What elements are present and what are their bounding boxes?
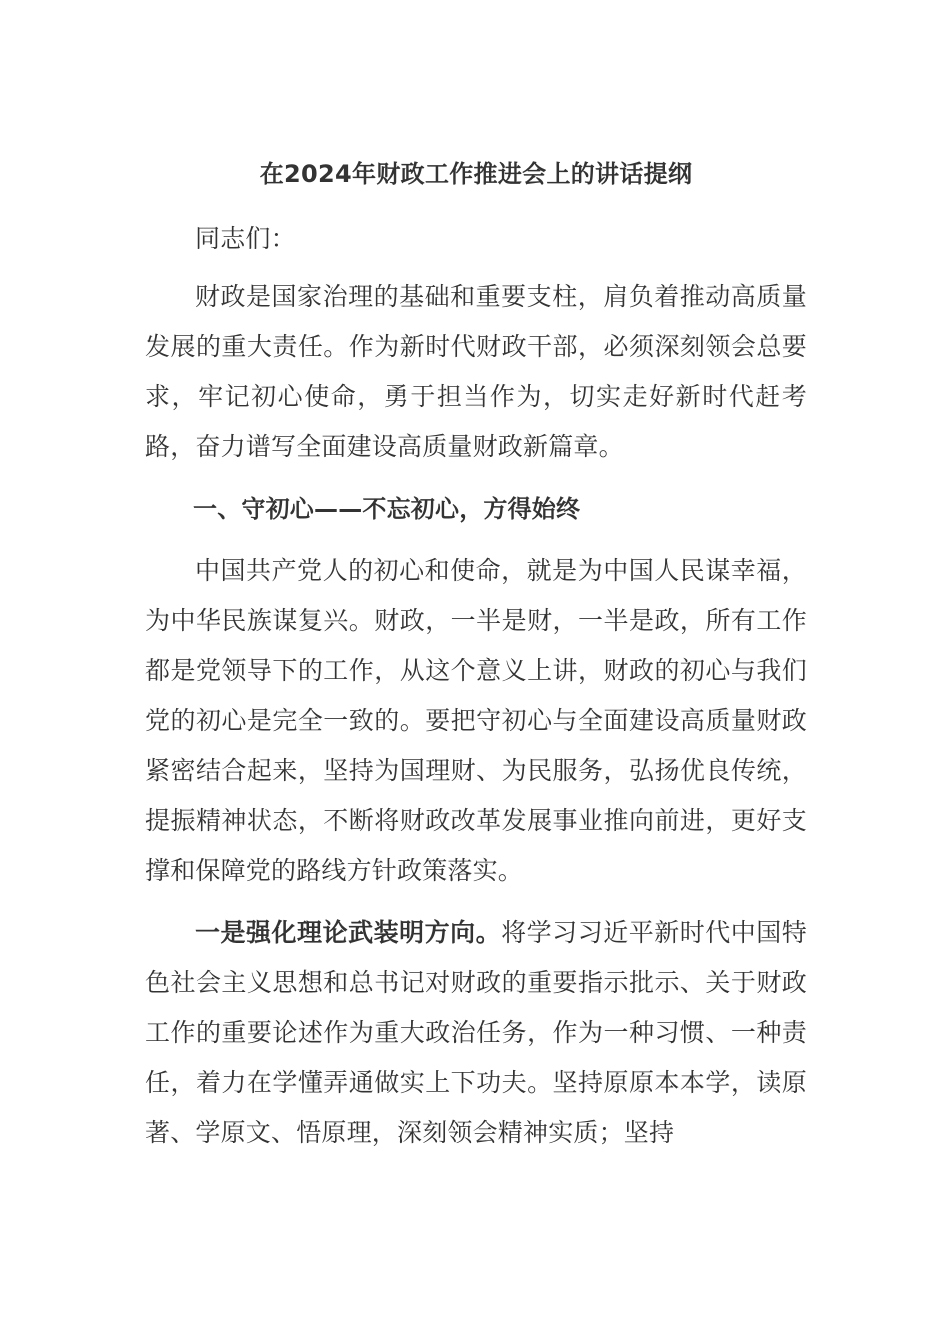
section-body-paragraph: 中国共产党人的初心和使命，就是为中国人民谋幸福，为中华民族谋复兴。财政，一半是财，一半是政，所有工作都是党领导下的工作，从这个意义上讲，财政的初心与我们党的初心是完全一致的。要把守初心与全面建设高质量财政紧密结合起来，坚持为国理财、为民服务，弘扬优良传统，提振精神状态，不断将财政改革发展事业推向前进，更好支撑和保障党的路线方针政策落实。 — [145, 556, 807, 885]
point-paragraph — [145, 908, 807, 1158]
intro-paragraph: 财政是国家治理的基础和重要支柱，肩负着推动高质量发展的重大责任。作为新时代财政干部，必须深刻领会总要求，牢记初心使命，勇于担当作为，切实走好新时代赶考路，奋力谱写全面建设高质量财政新篇章。 — [145, 282, 807, 461]
document-page — [145, 152, 807, 1170]
document-title: 在2024年财政工作推进会上的讲话提纲 — [259, 160, 693, 188]
section-heading: 一、守初心——不忘初心，方得始终 — [193, 495, 581, 523]
greeting: 同志们： — [195, 224, 296, 253]
point-body: 将学习习近平新时代中国特色社会主义思想和总书记对财政的重要指示批示、关于财政工作的重要论述作为重大政治任务，作为一种习惯、一种责任，着力在学懂弄通做实上下功夫。坚持原原本本学，读原著、学原文、悟原理，深刻领会精神实质；坚持 — [145, 918, 807, 1147]
point-lead: 一是强化理论武装明方向。 — [195, 918, 502, 947]
